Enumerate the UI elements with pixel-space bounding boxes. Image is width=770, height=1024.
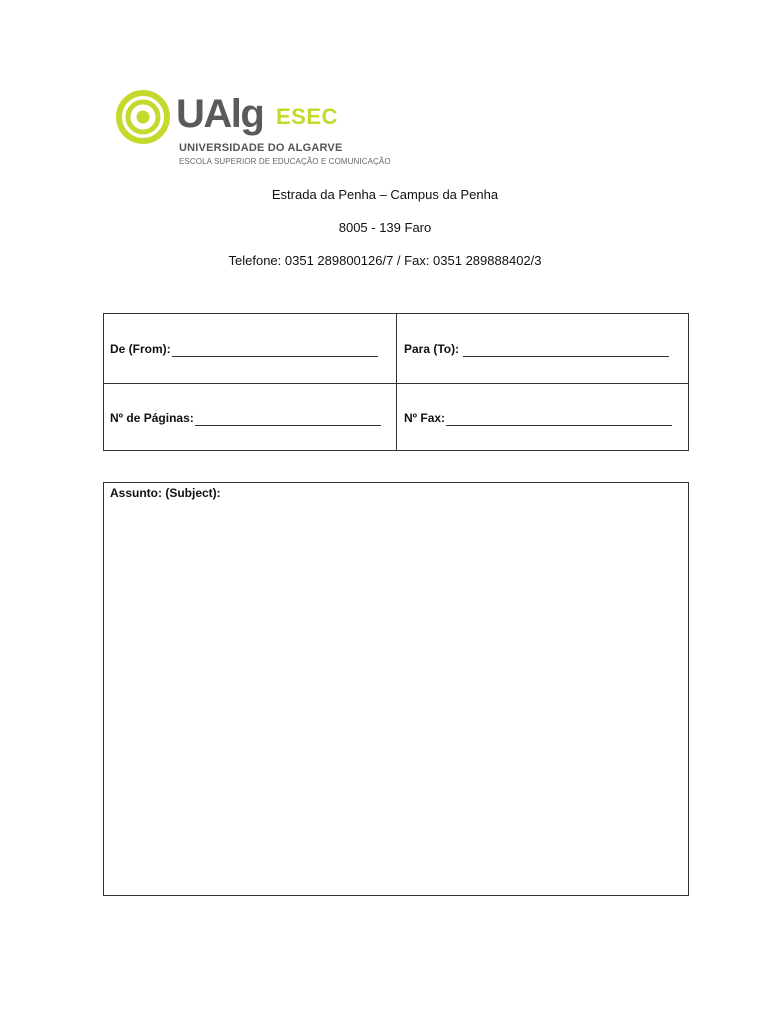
fax-number-label: Nº Fax: (404, 411, 446, 425)
logo-sub-text: ESEC (276, 104, 338, 129)
fax-number-input-line[interactable] (446, 413, 672, 426)
to-label: Para (To): (404, 342, 460, 356)
from-input-line[interactable] (172, 344, 378, 357)
from-label: De (From): (110, 342, 171, 356)
address-phone: Telefone: 0351 289800126/7 / Fax: 0351 289888402/3 (228, 253, 542, 268)
from-field[interactable] (110, 342, 378, 357)
address-street: Estrada da Penha – Campus da Penha (271, 187, 499, 202)
logo-university-name: UNIVERSIDADE DO ALGARVE (179, 142, 343, 154)
logo-main-text: UAlg (176, 92, 264, 136)
subject-box[interactable] (103, 482, 689, 896)
to-field[interactable] (404, 342, 669, 357)
ualg-circles-icon (116, 90, 176, 150)
ualg-esec-logo (116, 90, 396, 170)
pages-field[interactable] (110, 411, 381, 426)
pages-label: Nº de Páginas: (110, 411, 194, 425)
pages-input-line[interactable] (195, 413, 381, 426)
table-column-divider (396, 314, 397, 450)
logo-school-name: ESCOLA SUPERIOR DE EDUCAÇÃO E COMUNICAÇÃO (179, 157, 391, 166)
fax-number-field[interactable] (404, 411, 672, 426)
address-postal: 8005 - 139 Faro (338, 220, 432, 235)
subject-label: Assunto: (Subject): (110, 486, 221, 500)
fax-header-table (103, 313, 689, 451)
to-input-line[interactable] (463, 344, 669, 357)
